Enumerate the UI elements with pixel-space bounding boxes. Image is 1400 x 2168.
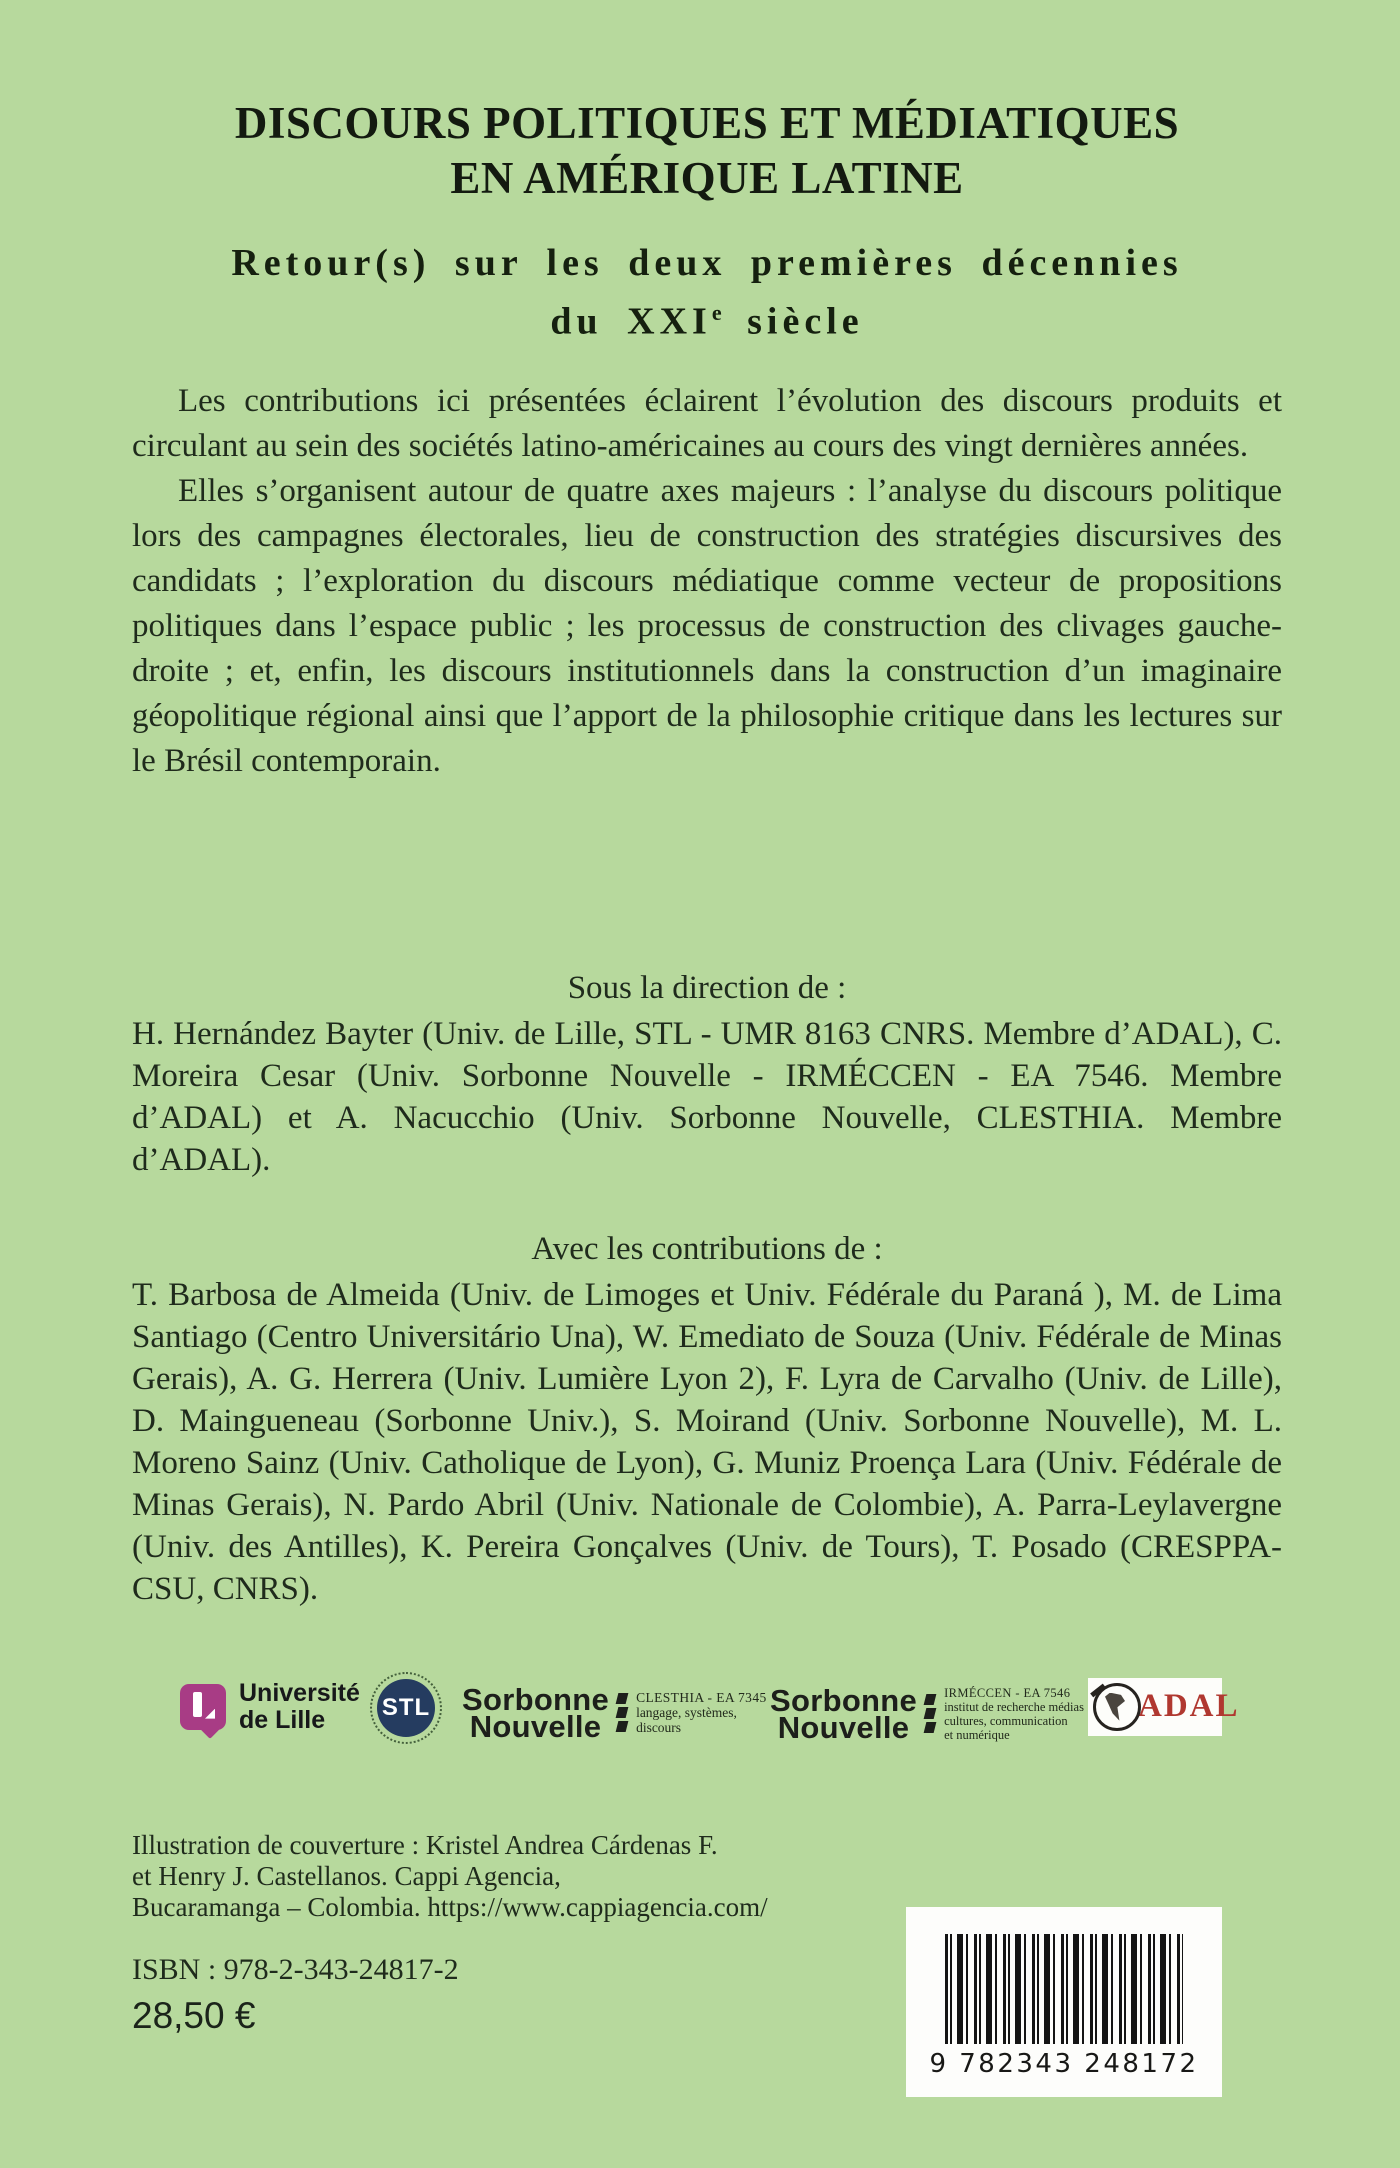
sorbonne-quote-marks-icon <box>925 1694 935 1733</box>
book-subtitle-line2 <box>132 288 1282 347</box>
adal-logo <box>1088 1678 1240 1736</box>
back-cover-blurb <box>132 379 1282 784</box>
blurb-paragraph-1: Les contributions ici présentées éclairent l’évolution des discours produits et circulant au sein des sociétés latino-américaines au cours des vingt dernières années. <box>132 382 1282 464</box>
universite-de-lille-logo <box>180 1680 360 1734</box>
sorbonne-nouvelle-wordmark <box>770 1682 918 1745</box>
sn-wordmark-line2: Nouvelle <box>777 1709 910 1745</box>
book-subtitle-line1: Retour(s) sur les deux premières décennies <box>231 242 1183 284</box>
stl-logo <box>370 1672 442 1744</box>
direction-heading: Sous la direction de : <box>567 969 847 1006</box>
isbn-text: ISBN : 978-2-343-24817-2 <box>132 1952 459 1986</box>
sn-wordmark-line1: Sorbonne <box>770 1682 918 1718</box>
irmeccen-lab-line3: cultures, communication <box>944 1713 1068 1728</box>
contributors-section <box>132 1227 1282 1610</box>
udl-icon-bar <box>193 1692 202 1717</box>
barcode-bars-icon <box>945 1934 1183 2044</box>
udl-wordmark-line2: de Lille <box>239 1705 326 1734</box>
irmeccen-lab-line1: IRMÉCCEN - EA 7546 <box>944 1685 1071 1700</box>
title-block <box>132 0 1282 347</box>
sorbonne-quote-marks-icon <box>617 1693 627 1732</box>
illustration-credit-line2: et Henry J. Castellanos. Cappi Agencia, <box>132 1860 561 1891</box>
irmeccen-lab-line2: institut de recherche médias <box>944 1699 1084 1714</box>
clesthia-lab-line1: CLESTHIA - EA 7345 <box>636 1690 767 1706</box>
sorbonne-nouvelle-wordmark <box>462 1681 610 1744</box>
barcode-digits: 9 782343 248172 <box>929 2049 1199 2079</box>
subtitle-superscript-e: e <box>711 300 723 325</box>
illustration-credit-line1: Illustration de couverture : Kristel Andrea Cárdenas F. <box>132 1829 718 1860</box>
illustration-credit-line3: Bucaramanga – Colombia. https://www.cappiagencia.com/ <box>132 1891 768 1922</box>
subtitle-line2-end: siècle <box>722 300 864 343</box>
clesthia-lab-text <box>636 1690 767 1735</box>
book-title <box>132 96 1282 206</box>
udl-icon-nib <box>205 1709 215 1719</box>
south-america-icon <box>1105 1693 1125 1721</box>
direction-names: H. Hernández Bayter (Univ. de Lille, STL - UMR 8163 CNRS. Membre d’ADAL), C. Moreira Cesar (Univ. Sorbonne Nouvelle - IRMÉCCEN - EA 7546. Membre d’ADAL) et A. Nacucchio (Univ. Sorbonne Nouvelle, CLESTHIA. Membre d’ADAL). <box>132 1015 1282 1178</box>
book-subtitle <box>132 238 1282 347</box>
book-title-line2: EN AMÉRIQUE LATINE <box>450 153 964 203</box>
irmeccen-lab-line4: et numérique <box>944 1727 1010 1742</box>
blurb-paragraph-2: Elles s’organisent autour de quatre axes majeurs : l’analyse du discours politique lors des campagnes électorales, lieu de construction des stratégies discursives des candidats ; l’exploration du discours médiatique comme vecteur de propositions politiques dans l’espace public ; les processus de construction des clivages gauche-droite ; et, enfin, les discours institutionnels dans la construction d’un imaginaire géopolitique régional ainsi que l’apport de la philosophie critique dans les lectures sur le Brésil contemporain. <box>132 472 1282 779</box>
udl-wordmark-line1: Université <box>239 1678 360 1707</box>
editors-section <box>132 966 1282 1181</box>
sn-wordmark-line1: Sorbonne <box>462 1681 610 1717</box>
stl-label: STL <box>381 1693 431 1721</box>
price-text: 28,50 € <box>132 1994 256 2036</box>
clesthia-lab-line3: discours <box>636 1720 682 1736</box>
barcode <box>906 1907 1222 2097</box>
sorbonne-nouvelle-clesthia-logo <box>462 1681 767 1744</box>
contributions-heading: Avec les contributions de : <box>531 1230 883 1267</box>
book-title-line1: DISCOURS POLITIQUES ET MÉDIATIQUES <box>234 98 1180 148</box>
institution-logos-strip <box>0 1666 1400 1758</box>
clesthia-lab-line2: langage, systèmes, <box>636 1705 737 1721</box>
universite-de-lille-wordmark <box>239 1680 360 1734</box>
irmeccen-lab-text <box>944 1686 1084 1742</box>
subtitle-line2-text: du XXI <box>550 300 712 343</box>
universite-de-lille-icon <box>180 1684 226 1730</box>
adal-globe-icon <box>1093 1683 1141 1731</box>
sn-wordmark-line2: Nouvelle <box>469 1708 602 1744</box>
sorbonne-nouvelle-irmeccen-logo <box>770 1682 1084 1745</box>
adal-label: ADAL <box>1138 1688 1240 1725</box>
contributions-names: T. Barbosa de Almeida (Univ. de Limoges et Univ. Fédérale du Paraná ), M. de Lima Santiago (Centro Universitário Una), W. Emediato de Souza (Univ. Fédérale de Minas Gerais), A. G. Herrera (Univ. Lumière Lyon 2), F. Lyra de Carvalho (Univ. de Lille), D. Maingueneau (Sorbonne Univ.), S. Moirand (Univ. Sorbonne Nouvelle), M. L. Moreno Sainz (Univ. Catholique de Lyon), G. Muniz Proença Lara (Univ. Fédérale de Minas Gerais), N. Pardo Abril (Univ. Nationale de Colombie), A. Parra-Leylavergne (Univ. des Antilles), K. Pereira Gonçalves (Univ. de Tours), T. Posado (CRESPPA-CSU, CNRS). <box>132 1276 1282 1607</box>
stl-circle-icon <box>377 1679 435 1737</box>
